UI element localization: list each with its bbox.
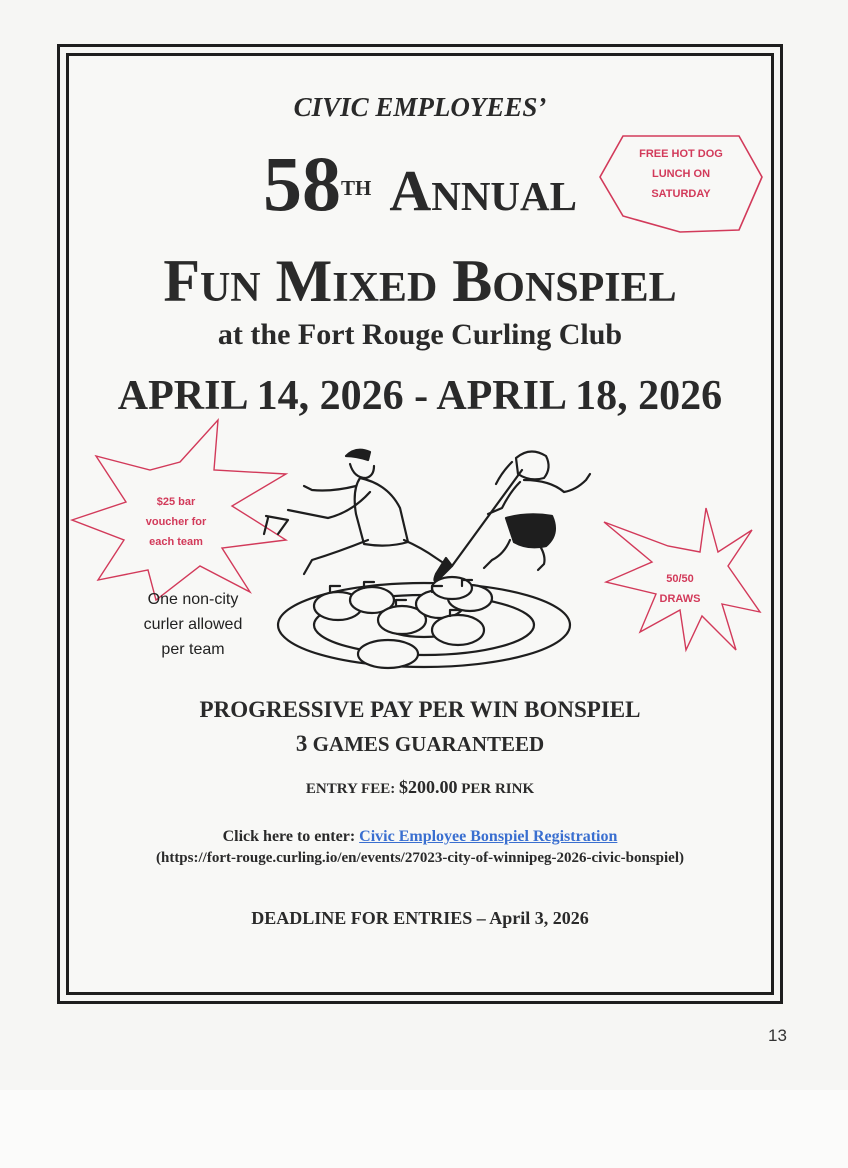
curling-players-illustration (264, 450, 590, 668)
page-number: 13 (768, 1026, 787, 1045)
event-dates: APRIL 14, 2026 - APRIL 18, 2026 (117, 373, 723, 419)
bar-voucher-line-3: each team (149, 536, 203, 548)
registration-link[interactable]: Civic Employee Bonspiel Registration (359, 828, 618, 845)
non-city-line-2: curler allowed (143, 616, 243, 633)
draws-line-2: DRAWS (659, 593, 701, 605)
entry-fee (66, 777, 774, 798)
games-text: GAMES GUARANTEED (312, 732, 545, 756)
edition-suffix: th (340, 169, 372, 202)
entry-fee-unit: PER RINK (461, 781, 535, 797)
hot-dog-callout (620, 144, 742, 204)
edition-number: 58 (262, 140, 341, 227)
enter-prefix: Click here to enter: (222, 828, 356, 845)
bonspiel-format: PROGRESSIVE PAY PER WIN BONSPIEL (199, 697, 641, 722)
games-number: 3 (295, 731, 308, 756)
entry-fee-label: ENTRY FEE: (305, 781, 396, 797)
hot-dog-line-3: SATURDAY (651, 188, 711, 200)
draws-line-1: 50/50 (666, 573, 694, 585)
entry-deadline: DEADLINE FOR ENTRIES – April 3, 2026 (251, 908, 589, 928)
venue-line: at the Fort Rouge Curling Club (217, 318, 623, 351)
hot-dog-line-2: LUNCH ON (651, 168, 711, 180)
draws-callout (640, 569, 720, 609)
bar-voucher-line-1: $25 bar (156, 496, 196, 508)
games-guaranteed (66, 731, 774, 757)
bar-voucher-callout (120, 492, 232, 552)
bar-voucher-line-2: voucher for (145, 516, 207, 528)
enter-line (66, 828, 774, 846)
non-city-line-1: One non-city (147, 591, 239, 608)
non-city-line-3: per team (161, 641, 225, 658)
entry-fee-amount: $200.00 (398, 777, 458, 797)
registration-url: (https://fort-rouge.curling.io/en/events/27023-city-of-winnipeg-2026-civic-bonspiel) (155, 850, 684, 866)
hot-dog-line-1: FREE HOT DOG (639, 148, 723, 160)
non-city-note (118, 587, 268, 662)
edition-word: Annual (389, 158, 577, 223)
organizer-heading: CIVIC EMPLOYEES’ (293, 92, 547, 122)
event-title: Fun Mixed Bonspiel (163, 248, 677, 314)
